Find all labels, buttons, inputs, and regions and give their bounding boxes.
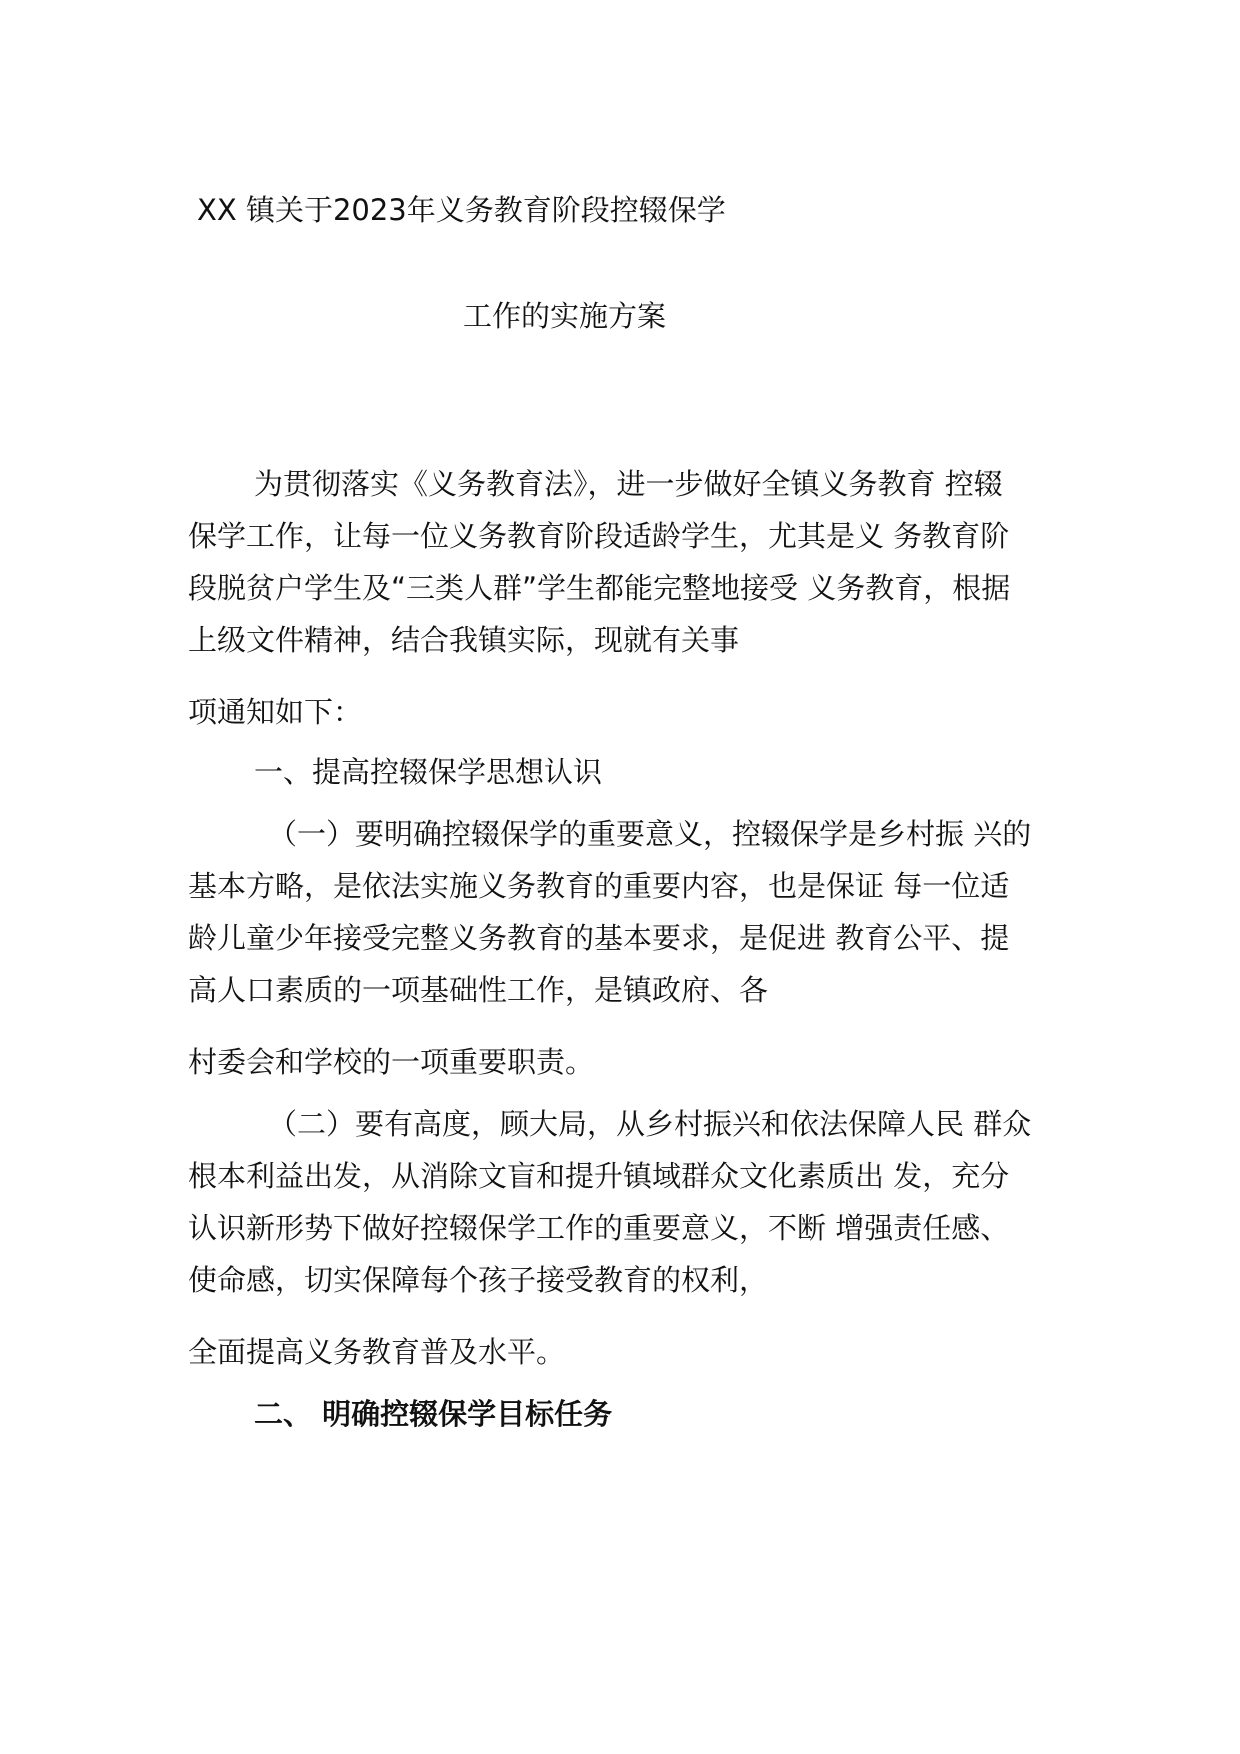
body-line-8: 基本方略，是依法实施义务教育的重要内容，也是保证 每一位适 [188,869,1010,903]
section-heading-2: 二、 明确控辍保学目标任务 [254,1397,613,1431]
body-line-3: 段脱贫户学生及“三类人群”学生都能完整地接受 义务教育，根据 [188,571,1011,605]
body-line-11: 村委会和学校的一项重要职责。 [188,1045,595,1079]
document-title-line-2: 工作的实施方案 [463,299,667,333]
body-line-10: 高人口素质的一项基础性工作，是镇政府、各 [188,973,769,1007]
body-line-1: 为贯彻落实《义务教育法》，进一步做好全镇义务教育 控辍 [254,467,1003,501]
body-line-9: 龄儿童少年接受完整义务教育的基本要求，是促进 教育公平、提 [188,921,1010,955]
body-line-16: 全面提高义务教育普及水平。 [188,1335,566,1369]
body-line-12: （二）要有高度，顾大局，从乡村振兴和依法保障人民 群众 [268,1107,1032,1141]
section-heading-1: 一、提高控辍保学思想认识 [254,755,603,789]
body-line-15: 使命感，切实保障每个孩子接受教育的权利， [188,1263,769,1297]
document-title-line-1: XX 镇关于2023年义务教育阶段控辍保学 [197,193,726,227]
body-line-5: 项通知如下： [188,695,363,729]
body-line-14: 认识新形势下做好控辍保学工作的重要意义，不断 增强责任感、 [188,1211,1010,1245]
body-line-13: 根本利益出发，从消除文盲和提升镇域群众文化素质出 发，充分 [188,1159,1010,1193]
body-line-4: 上级文件精神，结合我镇实际，现就有关事 [188,623,740,657]
body-line-2: 保学工作，让每一位义务教育阶段适龄学生，尤其是义 务教育阶 [188,519,1010,553]
body-line-7: （一）要明确控辍保学的重要意义，控辍保学是乡村振 兴的 [268,817,1032,851]
